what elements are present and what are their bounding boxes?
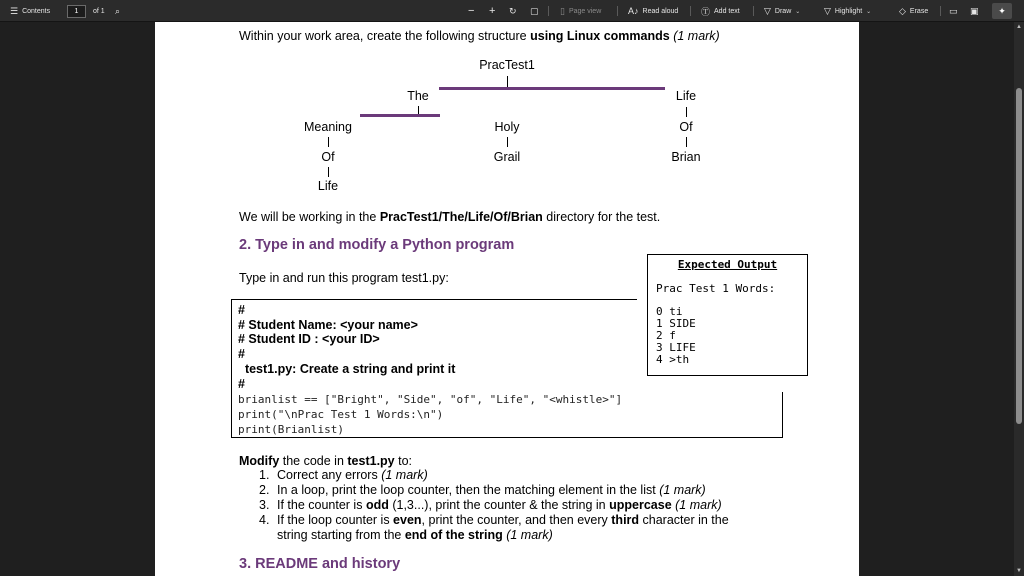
list-item: 3. If the counter is odd (1,3...), print the counter & the string in uppercase (1 mark) xyxy=(259,498,722,512)
tree-connector xyxy=(686,107,687,117)
expected-output-title: Expected Output xyxy=(677,258,778,271)
pin-icon: ✦ xyxy=(998,5,1006,16)
plus-icon: + xyxy=(489,5,496,17)
search-icon: ⌕ xyxy=(115,5,121,16)
tree-node-life: Life xyxy=(317,179,339,193)
comment-button[interactable] xyxy=(949,0,962,22)
draw-label: Draw xyxy=(774,7,792,15)
expected-output-header: Prac Test 1 Words: xyxy=(656,282,776,295)
fit-page-button[interactable] xyxy=(530,0,543,22)
contents-label: Contents xyxy=(22,7,51,15)
add-text-icon: Ⓣ xyxy=(701,6,711,17)
toolbar xyxy=(0,0,1024,22)
scroll-up-arrow-icon[interactable]: ▲ xyxy=(1016,24,1022,30)
code-box-top-border xyxy=(231,299,637,300)
add-text-button[interactable] xyxy=(701,0,740,22)
chevron-down-icon: ⌄ xyxy=(866,8,872,15)
zoom-in-button[interactable] xyxy=(489,0,495,22)
highlight-icon: ▽ xyxy=(824,5,831,16)
list-item: 1. Correct any errors (1 mark) xyxy=(259,468,428,482)
highlight-button[interactable] xyxy=(824,0,871,22)
tree-node-of: Of xyxy=(321,150,335,164)
tree-node-of: Of xyxy=(679,120,693,134)
highlight-label: Highlight xyxy=(834,7,863,15)
code-box-right-border xyxy=(782,392,783,438)
page-view-label: Page view xyxy=(568,7,602,15)
working-directory-paragraph: We will be working in the PracTest1/The/Life/Of/Brian directory for the test. xyxy=(239,210,661,224)
contents-icon: ☰ xyxy=(10,5,19,16)
modify-paragraph: Modify the code in test1.py to: xyxy=(239,454,413,468)
save-button[interactable] xyxy=(970,0,983,22)
toolbar-divider xyxy=(690,6,691,16)
rotate-icon: ↻ xyxy=(509,5,517,16)
task-list xyxy=(259,468,819,543)
current-page-input[interactable]: 1 xyxy=(67,5,86,18)
tree-branch-line xyxy=(439,87,665,90)
read-aloud-icon: A♪ xyxy=(628,6,639,16)
tree-node-holy: Holy xyxy=(494,120,520,134)
scroll-down-arrow-icon[interactable]: ▼ xyxy=(1016,568,1022,574)
save-icon: ▣ xyxy=(970,5,979,16)
tree-node-brian: Brian xyxy=(671,150,701,164)
page-view-button[interactable] xyxy=(560,0,601,22)
list-item: 4. If the loop counter is even, print the counter, and then every third character in the string starting from the end of the string (1 mark) xyxy=(259,513,729,542)
type-in-paragraph: Type in and run this program test1.py: xyxy=(239,271,449,285)
vertical-scrollbar[interactable] xyxy=(1014,22,1024,576)
rotate-button[interactable] xyxy=(509,0,521,22)
page-view-icon: ▯ xyxy=(560,5,565,16)
expected-output-box xyxy=(647,254,808,376)
tree-node-grail: Grail xyxy=(493,150,521,164)
erase-button[interactable] xyxy=(899,0,928,22)
draw-icon: ▽ xyxy=(764,5,771,16)
search-button[interactable] xyxy=(115,0,124,22)
zoom-out-button[interactable] xyxy=(468,0,474,22)
tree-connector xyxy=(328,167,329,177)
toolbar-divider xyxy=(940,6,941,16)
code-comment-line: # Student Name: <your name> xyxy=(238,318,418,332)
add-text-label: Add text xyxy=(714,7,740,15)
fit-page-icon: ▢ xyxy=(530,5,539,16)
code-comment-line: # xyxy=(238,303,245,317)
tree-connector xyxy=(686,137,687,147)
tree-node-practest1: PracTest1 xyxy=(479,58,535,72)
intro-paragraph: Within your work area, create the following structure using Linux commands (1 mark) xyxy=(239,29,720,43)
page-total: of 1 xyxy=(93,7,105,15)
tree-connector xyxy=(507,76,508,87)
scrollbar-thumb[interactable] xyxy=(1016,88,1022,424)
contents-button[interactable] xyxy=(10,0,50,22)
read-aloud-button[interactable] xyxy=(628,0,678,22)
tree-node-meaning: Meaning xyxy=(304,120,352,134)
tree-connector xyxy=(507,137,508,147)
code-comment-line: test1.py: Create a string and print it xyxy=(238,362,456,376)
section-3-heading: 3. README and history xyxy=(239,556,401,572)
expected-output-lines: 0 ti 1 SIDE 2 f 3 LIFE 4 >th xyxy=(656,305,696,366)
draw-button[interactable] xyxy=(764,0,800,22)
eraser-icon: ◇ xyxy=(899,5,906,16)
page-number-field[interactable] xyxy=(67,0,86,22)
erase-label: Erase xyxy=(909,7,929,15)
pin-toolbar-button[interactable] xyxy=(992,0,1012,22)
code-comment-line: # xyxy=(238,347,245,361)
toolbar-divider xyxy=(548,6,549,16)
minus-icon: − xyxy=(468,5,475,17)
tree-connector xyxy=(328,137,329,147)
code-comment-line: # xyxy=(238,377,245,391)
comment-icon: ▭ xyxy=(949,5,958,16)
chevron-down-icon: ⌄ xyxy=(795,8,801,15)
code-statements: brianlist == ["Bright", "Side", "of", "Life", "<whistle>"] print("\nPrac Test 1 Words:\n") print(Brianlist) xyxy=(238,393,623,436)
code-comment-line: # Student ID : <your ID> xyxy=(238,332,380,346)
document-page xyxy=(155,22,859,576)
tree-branch-line xyxy=(360,114,440,117)
section-2-heading: 2. Type in and modify a Python program xyxy=(239,237,515,253)
tree-node-the: The xyxy=(407,89,429,103)
read-aloud-label: Read aloud xyxy=(642,7,679,15)
toolbar-divider xyxy=(753,6,754,16)
list-item: 2. In a loop, print the loop counter, then the matching element in the list (1 mark) xyxy=(259,483,706,497)
tree-node-life: Life xyxy=(675,89,697,103)
toolbar-divider xyxy=(617,6,618,16)
